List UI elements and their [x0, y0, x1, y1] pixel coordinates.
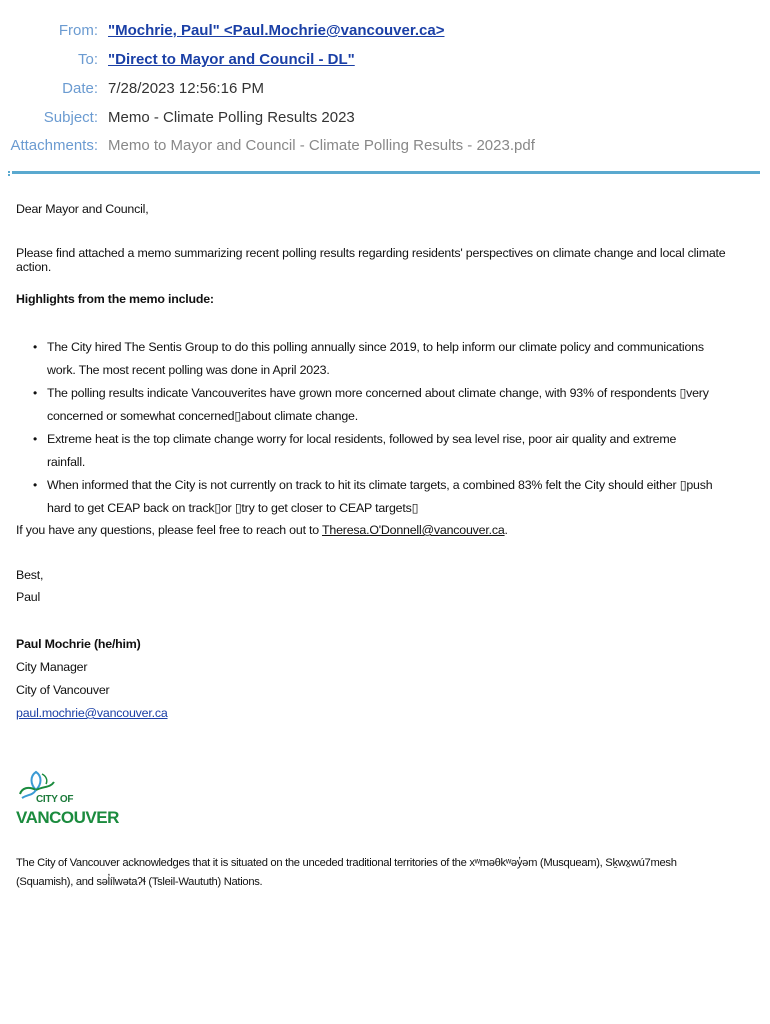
bullet-text: Extreme heat is the top climate change worry for local residents, followed by sea level rise, poor air quality and extreme rainfall.: [47, 432, 677, 469]
list-item: [16, 428, 716, 474]
highlights-heading: Highlights from the memo include:: [16, 292, 214, 306]
bullet-icon: •: [33, 340, 38, 354]
from-row: [0, 22, 770, 44]
signature-org: City of Vancouver: [16, 683, 110, 697]
subject-value: Memo - Climate Polling Results 2023: [108, 109, 355, 126]
signature-title: City Manager: [16, 660, 88, 674]
header-divider: [12, 171, 760, 174]
from-value[interactable]: "Mochrie, Paul" <Paul.Mochrie@vancouver.ca>: [108, 22, 445, 39]
bullet-icon: •: [33, 386, 38, 400]
signature-email-link[interactable]: paul.mochrie@vancouver.ca: [16, 706, 168, 720]
subject-label: Subject:: [43, 109, 98, 126]
highlights-list: [16, 336, 716, 520]
bullet-text: The City hired The Sentis Group to do this polling annually since 2019, to help inform our climate policy and communications work. The most recent polling was done in April 2023.: [47, 340, 704, 377]
questions-prefix: If you have any questions, please feel free to reach out to: [16, 523, 323, 537]
bullet-text: The polling results indicate Vancouverites have grown more concerned about climate change, with 93% of respondents ▯very concerned or somewhat concerned▯about climate change.: [47, 386, 709, 423]
bullet-text: When informed that the City is not currently on track to hit its climate targets, a combined 83% felt the City should either ▯push hard to get CEAP back on track▯or ▯try to get closer to CEAP targets▯: [47, 478, 713, 515]
list-item: [16, 382, 716, 428]
intro-paragraph: Please find attached a memo summarizing recent polling results regarding residents' perspectives on climate change and local climate action.: [16, 246, 726, 274]
list-item: [16, 474, 716, 520]
subject-row: [0, 109, 770, 131]
logo-vancouver: VANCOUVER: [16, 808, 119, 827]
questions-paragraph: [16, 523, 508, 537]
signature-name: Paul Mochrie (he/him): [16, 637, 141, 651]
land-acknowledgement: The City of Vancouver acknowledges that it is situated on the unceded traditional territories of the xʷməθkʷəy̓əm (Musqueam), Sḵwx̱wú7mesh (Squamish), and səl̓ílwətaʔɬ (Tsleil-Waututh) Nations.: [16, 857, 677, 888]
attachments-row: [0, 137, 770, 159]
to-row: [0, 51, 770, 73]
contact-email-link[interactable]: Theresa.O'Donnell@vancouver.ca: [322, 523, 505, 537]
from-label: From:: [58, 22, 98, 39]
questions-suffix: .: [504, 523, 508, 537]
greeting: Dear Mayor and Council,: [16, 202, 149, 216]
closing: Best,: [16, 568, 44, 582]
bullet-icon: •: [33, 432, 38, 446]
date-row: [0, 80, 770, 102]
bullet-icon: •: [33, 478, 38, 492]
list-item: [16, 336, 716, 382]
date-label: Date:: [62, 80, 98, 97]
attachment-file[interactable]: Memo to Mayor and Council - Climate Polling Results - 2023.pdf: [108, 137, 535, 154]
signature-email-wrap: [16, 706, 168, 720]
to-value[interactable]: "Direct to Mayor and Council - DL": [108, 51, 355, 68]
attachments-label: Attachments:: [10, 137, 98, 154]
city-of-vancouver-logo: [16, 768, 119, 832]
closing-name: Paul: [16, 590, 40, 604]
logo-city-of: CITY OF: [36, 794, 74, 805]
date-value: 7/28/2023 12:56:16 PM: [108, 80, 264, 97]
to-label: To:: [77, 51, 98, 68]
